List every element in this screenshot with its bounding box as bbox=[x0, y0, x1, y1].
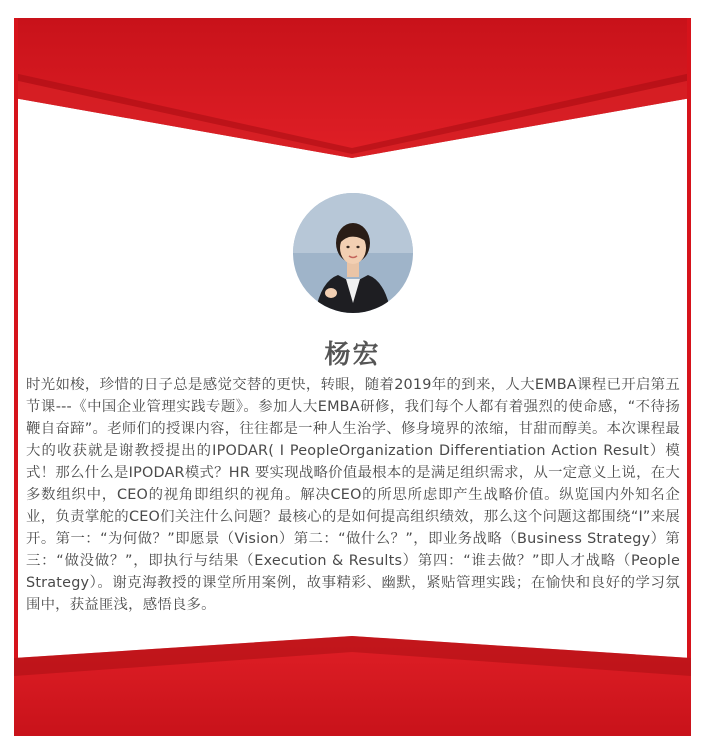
profile-name: 杨宏 bbox=[324, 340, 381, 370]
avatar bbox=[293, 193, 413, 313]
card-frame bbox=[14, 18, 691, 736]
article-body: 时光如梭，珍惜的日子总是感觉交替的更快，转眼，随着2019年的到来，人大EMBA课程已开启第五节课---《中国企业管理实践专题》。参加人大EMBA研修，我们每个人都有着强烈的使命感，“不待扬鞭自奋蹄”。老师们的授课内容，往往都是一种人生治学、修身境界的浓缩，甘甜而醇美。本次课程最大的收获就是谢教授提出的IPODAR( I PeopleOrganization Differentiation Action Result）模式！那么什么是IPODAR模式？HR 要实现战略价值最根本的是满足组织需求，从一定意义上说，在大多数组织中，CEO的视角即组织的视角。解决CEO的所思所虑即产生战略价值。纵览国内外知名企业，负责掌舵的CEO们关注什么问题？最核心的是如何提高组织绩效，那么这个问题这都围绕“I”来展开。第一：“为何做？”即愿景（Vision）第二：“做什么？”，即业务战略（Business Strategy）第三：“做没做？”，即执行与结果（Execution & Results）第四：“谁去做？”即人才战略（People Strategy）。谢克海教授的课堂所用案例，故事精彩、幽默，紧贴管理实践；在愉快和良好的学习氛围中，获益匪浅，感悟良多。 bbox=[26, 377, 680, 613]
profile-photo bbox=[293, 193, 413, 313]
